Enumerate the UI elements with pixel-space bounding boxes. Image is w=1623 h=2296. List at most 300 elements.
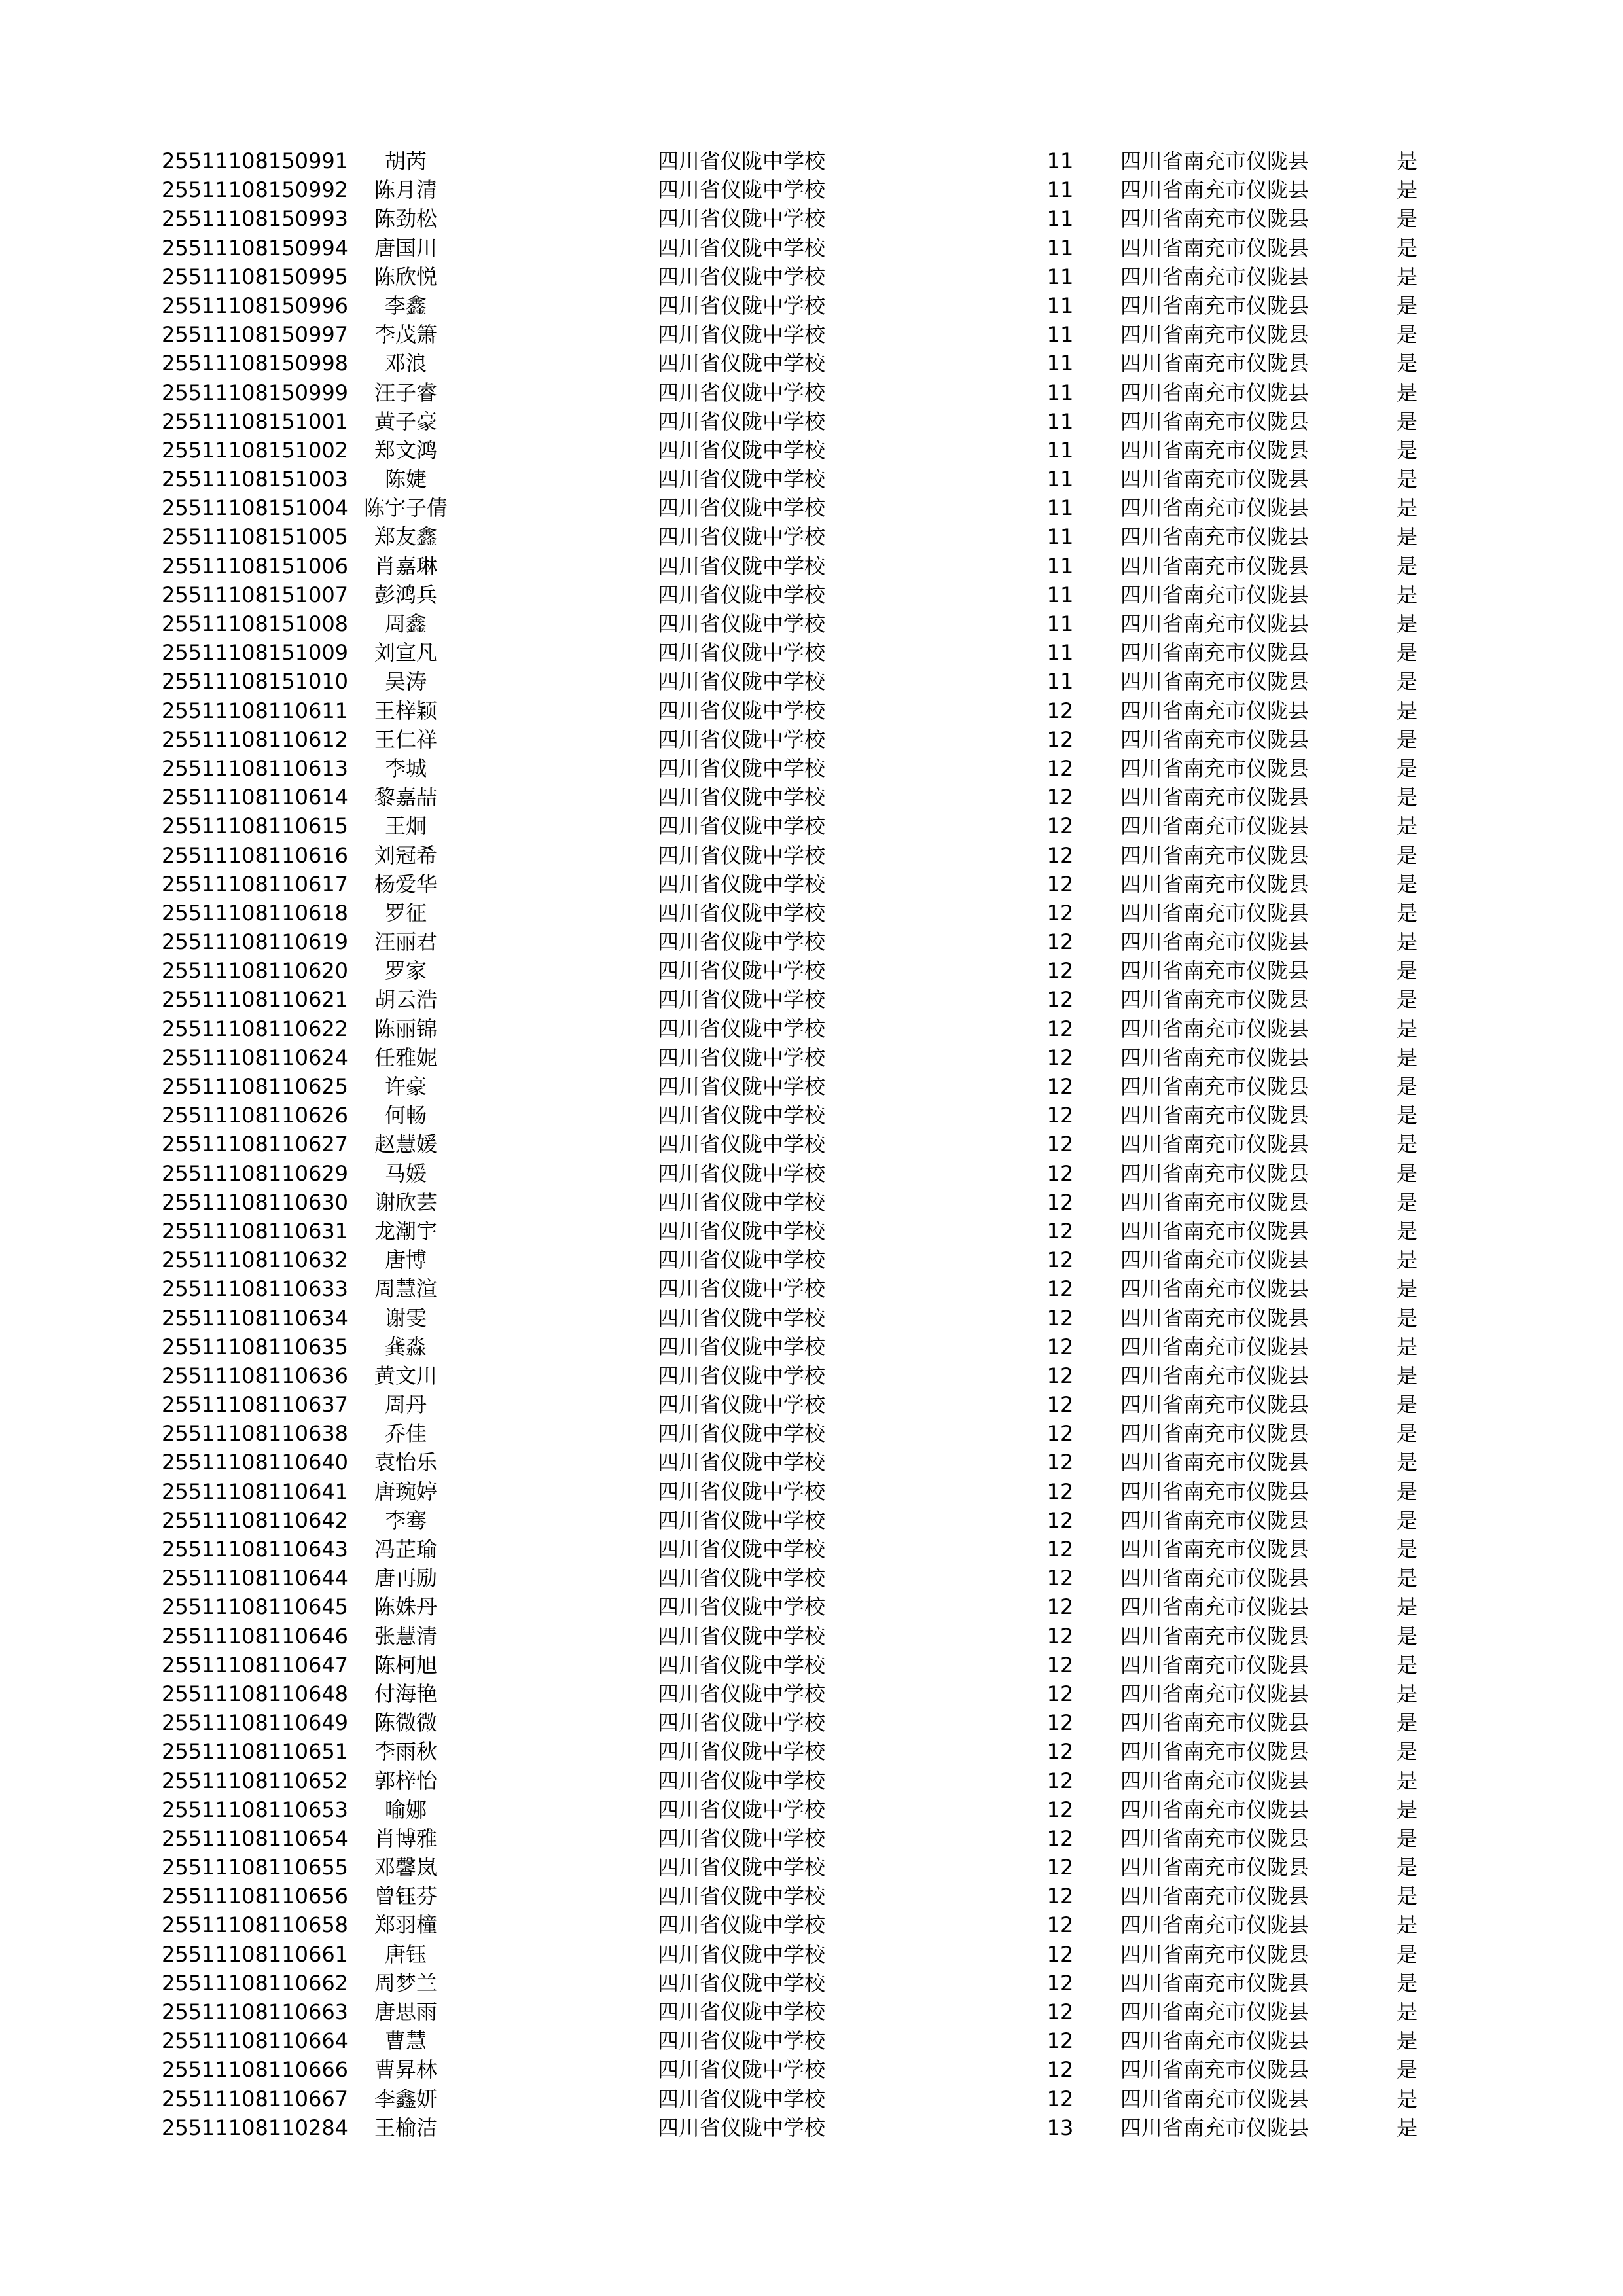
class-number-cell: 12 bbox=[1046, 958, 1074, 984]
student-id-cell: 25511108110649 bbox=[162, 1710, 349, 1736]
student-name-cell: 龚淼 bbox=[384, 1334, 427, 1359]
student-id-cell: 25511108151002 bbox=[162, 437, 349, 463]
student-name-cell: 刘冠希 bbox=[374, 842, 437, 868]
status-flag-cell: 是 bbox=[1396, 1681, 1418, 1706]
table-row bbox=[0, 291, 1623, 320]
region-cell: 四川省南充市仪陇县 bbox=[1120, 1247, 1310, 1273]
class-number-cell: 13 bbox=[1046, 2115, 1074, 2140]
status-flag-cell: 是 bbox=[1396, 235, 1418, 260]
region-cell: 四川省南充市仪陇县 bbox=[1120, 1855, 1310, 1880]
region-cell: 四川省南充市仪陇县 bbox=[1120, 322, 1310, 348]
status-flag-cell: 是 bbox=[1396, 814, 1418, 839]
student-name-cell: 邓馨岚 bbox=[374, 1855, 437, 1880]
student-name-cell: 李鑫 bbox=[384, 293, 427, 318]
student-name-cell: 任雅妮 bbox=[374, 1045, 437, 1070]
student-id-cell: 25511108150997 bbox=[162, 322, 349, 348]
student-id-cell: 25511108150999 bbox=[162, 380, 349, 405]
student-id-cell: 25511108151003 bbox=[162, 467, 349, 492]
status-flag-cell: 是 bbox=[1396, 900, 1418, 925]
table-row bbox=[0, 436, 1623, 465]
student-name-cell: 陈柯旭 bbox=[374, 1652, 437, 1677]
school-cell: 四川省仪陇中学校 bbox=[658, 495, 826, 521]
school-cell: 四川省仪陇中学校 bbox=[658, 322, 826, 348]
school-cell: 四川省仪陇中学校 bbox=[658, 1797, 826, 1822]
region-cell: 四川省南充市仪陇县 bbox=[1120, 1189, 1310, 1215]
status-flag-cell: 是 bbox=[1396, 1566, 1418, 1591]
table-row bbox=[0, 1274, 1623, 1303]
table-row bbox=[0, 1940, 1623, 1969]
table-row bbox=[0, 1767, 1623, 1795]
class-number-cell: 12 bbox=[1046, 1537, 1074, 1562]
student-id-cell: 25511108110641 bbox=[162, 1479, 349, 1504]
school-cell: 四川省仪陇中学校 bbox=[658, 1941, 826, 1967]
class-number-cell: 12 bbox=[1046, 785, 1074, 810]
student-id-cell: 25511108110635 bbox=[162, 1334, 349, 1359]
status-flag-cell: 是 bbox=[1396, 1392, 1418, 1418]
student-name-cell: 李城 bbox=[384, 755, 427, 781]
school-cell: 四川省仪陇中学校 bbox=[658, 900, 826, 925]
class-number-cell: 11 bbox=[1046, 669, 1074, 694]
school-cell: 四川省仪陇中学校 bbox=[658, 1103, 826, 1128]
table-row bbox=[0, 1969, 1623, 1998]
status-flag-cell: 是 bbox=[1396, 264, 1418, 289]
student-name-cell: 唐琬婷 bbox=[374, 1479, 437, 1504]
class-number-cell: 12 bbox=[1046, 2000, 1074, 2024]
school-cell: 四川省仪陇中学校 bbox=[658, 1074, 826, 1099]
status-flag-cell: 是 bbox=[1396, 871, 1418, 897]
student-name-cell: 曹慧 bbox=[384, 2028, 427, 2054]
student-id-cell: 25511108110620 bbox=[162, 958, 349, 984]
table-row bbox=[0, 609, 1623, 638]
student-id-cell: 25511108110662 bbox=[162, 1970, 349, 1996]
table-row bbox=[0, 1477, 1623, 1506]
table-row bbox=[0, 1014, 1623, 1043]
student-name-cell: 邓浪 bbox=[384, 351, 427, 376]
student-id-cell: 25511108150995 bbox=[162, 264, 349, 289]
table-row bbox=[0, 1072, 1623, 1101]
status-flag-cell: 是 bbox=[1396, 293, 1418, 318]
region-cell: 四川省南充市仪陇县 bbox=[1120, 900, 1310, 925]
class-number-cell: 12 bbox=[1046, 814, 1074, 839]
student-name-cell: 唐钰 bbox=[384, 1941, 427, 1967]
table-row bbox=[0, 1506, 1623, 1535]
table-row bbox=[0, 1101, 1623, 1130]
table-row bbox=[0, 175, 1623, 204]
table-row bbox=[0, 581, 1623, 609]
status-flag-cell: 是 bbox=[1396, 1276, 1418, 1302]
table-row bbox=[0, 1535, 1623, 1564]
table-row bbox=[0, 1390, 1623, 1419]
region-cell: 四川省南充市仪陇县 bbox=[1120, 1103, 1310, 1128]
region-cell: 四川省南充市仪陇县 bbox=[1120, 755, 1310, 781]
student-name-cell: 汪丽君 bbox=[374, 929, 437, 955]
table-row bbox=[0, 407, 1623, 436]
school-cell: 四川省仪陇中学校 bbox=[658, 1392, 826, 1418]
school-cell: 四川省仪陇中学校 bbox=[658, 149, 826, 173]
school-cell: 四川省仪陇中学校 bbox=[658, 987, 826, 1013]
region-cell: 四川省南充市仪陇县 bbox=[1120, 1045, 1310, 1070]
table-row bbox=[0, 1159, 1623, 1188]
student-id-cell: 25511108150998 bbox=[162, 351, 349, 376]
table-row bbox=[0, 1043, 1623, 1072]
student-name-cell: 陈月清 bbox=[374, 177, 437, 203]
region-cell: 四川省南充市仪陇县 bbox=[1120, 1566, 1310, 1591]
class-number-cell: 12 bbox=[1046, 1825, 1074, 1851]
table-row bbox=[0, 1564, 1623, 1592]
table-row bbox=[0, 696, 1623, 725]
table-row bbox=[0, 870, 1623, 899]
student-name-cell: 杨爱华 bbox=[374, 871, 437, 897]
region-cell: 四川省南充市仪陇县 bbox=[1120, 1218, 1310, 1244]
status-flag-cell: 是 bbox=[1396, 380, 1418, 405]
student-id-cell: 25511108110667 bbox=[162, 2086, 349, 2111]
student-id-cell: 25511108110651 bbox=[162, 1739, 349, 1765]
region-cell: 四川省南充市仪陇县 bbox=[1120, 1392, 1310, 1418]
table-row bbox=[0, 1882, 1623, 1910]
status-flag-cell: 是 bbox=[1396, 1970, 1418, 1996]
region-cell: 四川省南充市仪陇县 bbox=[1120, 408, 1310, 434]
school-cell: 四川省仪陇中学校 bbox=[658, 1537, 826, 1562]
student-id-cell: 25511108110664 bbox=[162, 2028, 349, 2054]
table-row bbox=[0, 899, 1623, 927]
student-name-cell: 郑羽橦 bbox=[374, 1912, 437, 1938]
region-cell: 四川省南充市仪陇县 bbox=[1120, 698, 1310, 723]
status-flag-cell: 是 bbox=[1396, 467, 1418, 492]
student-name-cell: 马媛 bbox=[384, 1160, 427, 1186]
school-cell: 四川省仪陇中学校 bbox=[658, 1566, 826, 1591]
table-row bbox=[0, 1592, 1623, 1621]
school-cell: 四川省仪陇中学校 bbox=[658, 1739, 826, 1765]
student-name-cell: 王仁祥 bbox=[374, 726, 437, 752]
region-cell: 四川省南充市仪陇县 bbox=[1120, 1594, 1310, 1620]
status-flag-cell: 是 bbox=[1396, 669, 1418, 694]
school-cell: 四川省仪陇中学校 bbox=[658, 582, 826, 607]
school-cell: 四川省仪陇中学校 bbox=[658, 755, 826, 781]
class-number-cell: 12 bbox=[1046, 698, 1074, 723]
student-name-cell: 喻娜 bbox=[384, 1797, 427, 1822]
class-number-cell: 12 bbox=[1046, 1276, 1074, 1302]
school-cell: 四川省仪陇中学校 bbox=[658, 611, 826, 636]
student-id-cell: 25511108110634 bbox=[162, 1305, 349, 1331]
school-cell: 四川省仪陇中学校 bbox=[658, 785, 826, 810]
status-flag-cell: 是 bbox=[1396, 1363, 1418, 1388]
region-cell: 四川省南充市仪陇县 bbox=[1120, 177, 1310, 203]
student-id-cell: 25511108110655 bbox=[162, 1855, 349, 1880]
school-cell: 四川省仪陇中学校 bbox=[658, 1276, 826, 1302]
school-cell: 四川省仪陇中学校 bbox=[658, 2000, 826, 2024]
status-flag-cell: 是 bbox=[1396, 987, 1418, 1013]
status-flag-cell: 是 bbox=[1396, 1537, 1418, 1562]
class-number-cell: 11 bbox=[1046, 264, 1074, 289]
region-cell: 四川省南充市仪陇县 bbox=[1120, 1305, 1310, 1331]
student-id-cell: 25511108110663 bbox=[162, 2000, 349, 2024]
status-flag-cell: 是 bbox=[1396, 958, 1418, 984]
class-number-cell: 12 bbox=[1046, 1941, 1074, 1967]
student-name-cell: 肖嘉琳 bbox=[374, 553, 437, 579]
student-roster-table bbox=[0, 147, 1623, 2142]
status-flag-cell: 是 bbox=[1396, 1710, 1418, 1736]
school-cell: 四川省仪陇中学校 bbox=[658, 1594, 826, 1620]
student-name-cell: 周鑫 bbox=[384, 611, 427, 636]
table-row bbox=[0, 1217, 1623, 1246]
student-name-cell: 袁怡乐 bbox=[374, 1450, 437, 1475]
school-cell: 四川省仪陇中学校 bbox=[658, 814, 826, 839]
class-number-cell: 12 bbox=[1046, 1566, 1074, 1591]
table-row bbox=[0, 1708, 1623, 1737]
student-id-cell: 25511108151008 bbox=[162, 611, 349, 636]
student-id-cell: 25511108151006 bbox=[162, 553, 349, 579]
student-name-cell: 唐再励 bbox=[374, 1566, 437, 1591]
student-id-cell: 25511108110612 bbox=[162, 726, 349, 752]
student-id-cell: 25511108110619 bbox=[162, 929, 349, 955]
student-id-cell: 25511108110648 bbox=[162, 1681, 349, 1706]
table-row bbox=[0, 1304, 1623, 1333]
class-number-cell: 11 bbox=[1046, 177, 1074, 203]
region-cell: 四川省南充市仪陇县 bbox=[1120, 582, 1310, 607]
status-flag-cell: 是 bbox=[1396, 1334, 1418, 1359]
region-cell: 四川省南充市仪陇县 bbox=[1120, 814, 1310, 839]
student-id-cell: 25511108110613 bbox=[162, 755, 349, 781]
school-cell: 四川省仪陇中学校 bbox=[658, 1652, 826, 1677]
school-cell: 四川省仪陇中学校 bbox=[658, 524, 826, 550]
table-row bbox=[0, 1188, 1623, 1217]
status-flag-cell: 是 bbox=[1396, 437, 1418, 463]
class-number-cell: 12 bbox=[1046, 1710, 1074, 1736]
class-number-cell: 11 bbox=[1046, 235, 1074, 260]
region-cell: 四川省南充市仪陇县 bbox=[1120, 987, 1310, 1013]
status-flag-cell: 是 bbox=[1396, 1739, 1418, 1765]
school-cell: 四川省仪陇中学校 bbox=[658, 1507, 826, 1533]
student-name-cell: 罗征 bbox=[384, 900, 427, 925]
region-cell: 四川省南充市仪陇县 bbox=[1120, 2086, 1310, 2111]
student-id-cell: 25511108110611 bbox=[162, 698, 349, 723]
table-row bbox=[0, 1246, 1623, 1274]
status-flag-cell: 是 bbox=[1396, 2115, 1418, 2140]
class-number-cell: 11 bbox=[1046, 582, 1074, 607]
student-name-cell: 唐国川 bbox=[374, 235, 437, 260]
status-flag-cell: 是 bbox=[1396, 2086, 1418, 2111]
school-cell: 四川省仪陇中学校 bbox=[658, 1855, 826, 1880]
table-row bbox=[0, 638, 1623, 667]
student-name-cell: 乔佳 bbox=[384, 1421, 427, 1446]
student-id-cell: 25511108110658 bbox=[162, 1912, 349, 1938]
school-cell: 四川省仪陇中学校 bbox=[658, 1970, 826, 1996]
student-id-cell: 25511108110630 bbox=[162, 1189, 349, 1215]
region-cell: 四川省南充市仪陇县 bbox=[1120, 235, 1310, 260]
student-id-cell: 25511108110637 bbox=[162, 1392, 349, 1418]
region-cell: 四川省南充市仪陇县 bbox=[1120, 1884, 1310, 1909]
student-name-cell: 陈微微 bbox=[374, 1710, 437, 1736]
student-id-cell: 25511108110638 bbox=[162, 1421, 349, 1446]
school-cell: 四川省仪陇中学校 bbox=[658, 1305, 826, 1331]
region-cell: 四川省南充市仪陇县 bbox=[1120, 726, 1310, 752]
class-number-cell: 11 bbox=[1046, 553, 1074, 579]
student-name-cell: 曾钰芬 bbox=[374, 1884, 437, 1909]
class-number-cell: 12 bbox=[1046, 1392, 1074, 1418]
school-cell: 四川省仪陇中学校 bbox=[658, 553, 826, 579]
status-flag-cell: 是 bbox=[1396, 842, 1418, 868]
status-flag-cell: 是 bbox=[1396, 1884, 1418, 1909]
region-cell: 四川省南充市仪陇县 bbox=[1120, 264, 1310, 289]
region-cell: 四川省南充市仪陇县 bbox=[1120, 2057, 1310, 2083]
school-cell: 四川省仪陇中学校 bbox=[658, 1681, 826, 1706]
class-number-cell: 12 bbox=[1046, 1884, 1074, 1909]
student-id-cell: 25511108151010 bbox=[162, 669, 349, 694]
region-cell: 四川省南充市仪陇县 bbox=[1120, 1652, 1310, 1677]
table-row bbox=[0, 783, 1623, 812]
region-cell: 四川省南充市仪陇县 bbox=[1120, 1825, 1310, 1851]
class-number-cell: 12 bbox=[1046, 1652, 1074, 1677]
region-cell: 四川省南充市仪陇县 bbox=[1120, 1363, 1310, 1388]
student-name-cell: 陈宇子倩 bbox=[363, 495, 448, 521]
table-row bbox=[0, 1448, 1623, 1477]
school-cell: 四川省仪陇中学校 bbox=[658, 1912, 826, 1938]
status-flag-cell: 是 bbox=[1396, 351, 1418, 376]
status-flag-cell: 是 bbox=[1396, 1855, 1418, 1880]
student-id-cell: 25511108110647 bbox=[162, 1652, 349, 1677]
student-id-cell: 25511108150992 bbox=[162, 177, 349, 203]
school-cell: 四川省仪陇中学校 bbox=[658, 408, 826, 434]
student-name-cell: 李茂箫 bbox=[374, 322, 437, 348]
class-number-cell: 11 bbox=[1046, 351, 1074, 376]
student-id-cell: 25511108151009 bbox=[162, 640, 349, 666]
student-name-cell: 黄子豪 bbox=[374, 408, 437, 434]
student-id-cell: 25511108151004 bbox=[162, 495, 349, 521]
region-cell: 四川省南充市仪陇县 bbox=[1120, 2000, 1310, 2024]
status-flag-cell: 是 bbox=[1396, 206, 1418, 232]
student-id-cell: 25511108110653 bbox=[162, 1797, 349, 1822]
student-name-cell: 汪子睿 bbox=[374, 380, 437, 405]
region-cell: 四川省南充市仪陇县 bbox=[1120, 380, 1310, 405]
school-cell: 四川省仪陇中学校 bbox=[658, 1016, 826, 1041]
region-cell: 四川省南充市仪陇县 bbox=[1120, 842, 1310, 868]
table-row bbox=[0, 2085, 1623, 2113]
class-number-cell: 12 bbox=[1046, 900, 1074, 925]
status-flag-cell: 是 bbox=[1396, 2028, 1418, 2054]
status-flag-cell: 是 bbox=[1396, 640, 1418, 666]
region-cell: 四川省南充市仪陇县 bbox=[1120, 149, 1310, 173]
student-id-cell: 25511108151007 bbox=[162, 582, 349, 607]
class-number-cell: 12 bbox=[1046, 2086, 1074, 2111]
table-row bbox=[0, 1419, 1623, 1448]
student-name-cell: 彭鸿兵 bbox=[374, 582, 437, 607]
table-row bbox=[0, 349, 1623, 378]
student-id-cell: 25511108110661 bbox=[162, 1941, 349, 1967]
class-number-cell: 12 bbox=[1046, 1912, 1074, 1938]
student-id-cell: 25511108110633 bbox=[162, 1276, 349, 1302]
school-cell: 四川省仪陇中学校 bbox=[658, 1132, 826, 1157]
table-row bbox=[0, 2026, 1623, 2055]
school-cell: 四川省仪陇中学校 bbox=[658, 293, 826, 318]
school-cell: 四川省仪陇中学校 bbox=[658, 726, 826, 752]
class-number-cell: 12 bbox=[1046, 1334, 1074, 1359]
table-row bbox=[0, 812, 1623, 840]
table-row bbox=[0, 667, 1623, 696]
student-name-cell: 王梓颖 bbox=[374, 698, 437, 723]
class-number-cell: 11 bbox=[1046, 437, 1074, 463]
class-number-cell: 11 bbox=[1046, 408, 1074, 434]
school-cell: 四川省仪陇中学校 bbox=[658, 1160, 826, 1186]
region-cell: 四川省南充市仪陇县 bbox=[1120, 1479, 1310, 1504]
class-number-cell: 12 bbox=[1046, 2057, 1074, 2083]
class-number-cell: 12 bbox=[1046, 1623, 1074, 1649]
school-cell: 四川省仪陇中学校 bbox=[658, 1768, 826, 1793]
student-id-cell: 25511108110622 bbox=[162, 1016, 349, 1041]
region-cell: 四川省南充市仪陇县 bbox=[1120, 1710, 1310, 1736]
status-flag-cell: 是 bbox=[1396, 495, 1418, 521]
region-cell: 四川省南充市仪陇县 bbox=[1120, 1276, 1310, 1302]
student-name-cell: 付海艳 bbox=[374, 1681, 437, 1706]
table-row bbox=[0, 927, 1623, 956]
region-cell: 四川省南充市仪陇县 bbox=[1120, 293, 1310, 318]
table-row bbox=[0, 725, 1623, 754]
school-cell: 四川省仪陇中学校 bbox=[658, 1334, 826, 1359]
status-flag-cell: 是 bbox=[1396, 1825, 1418, 1851]
student-id-cell: 25511108110646 bbox=[162, 1623, 349, 1649]
status-flag-cell: 是 bbox=[1396, 611, 1418, 636]
class-number-cell: 12 bbox=[1046, 1363, 1074, 1388]
region-cell: 四川省南充市仪陇县 bbox=[1120, 1160, 1310, 1186]
class-number-cell: 12 bbox=[1046, 842, 1074, 868]
status-flag-cell: 是 bbox=[1396, 929, 1418, 955]
class-number-cell: 12 bbox=[1046, 1045, 1074, 1070]
student-id-cell: 25511108150993 bbox=[162, 206, 349, 232]
student-id-cell: 25511108110627 bbox=[162, 1132, 349, 1157]
table-row bbox=[0, 956, 1623, 985]
school-cell: 四川省仪陇中学校 bbox=[658, 1218, 826, 1244]
class-number-cell: 11 bbox=[1046, 293, 1074, 318]
class-number-cell: 12 bbox=[1046, 1132, 1074, 1157]
table-row bbox=[0, 841, 1623, 870]
table-row bbox=[0, 1737, 1623, 1766]
region-cell: 四川省南充市仪陇县 bbox=[1120, 2115, 1310, 2140]
table-row bbox=[0, 2113, 1623, 2142]
student-id-cell: 25511108110616 bbox=[162, 842, 349, 868]
student-id-cell: 25511108110640 bbox=[162, 1450, 349, 1475]
class-number-cell: 11 bbox=[1046, 380, 1074, 405]
student-id-cell: 25511108110617 bbox=[162, 871, 349, 897]
region-cell: 四川省南充市仪陇县 bbox=[1120, 495, 1310, 521]
status-flag-cell: 是 bbox=[1396, 1074, 1418, 1099]
region-cell: 四川省南充市仪陇县 bbox=[1120, 640, 1310, 666]
status-flag-cell: 是 bbox=[1396, 1623, 1418, 1649]
status-flag-cell: 是 bbox=[1396, 1218, 1418, 1244]
student-id-cell: 25511108110618 bbox=[162, 900, 349, 925]
class-number-cell: 12 bbox=[1046, 1074, 1074, 1099]
status-flag-cell: 是 bbox=[1396, 1652, 1418, 1677]
status-flag-cell: 是 bbox=[1396, 177, 1418, 203]
student-name-cell: 许豪 bbox=[384, 1074, 427, 1099]
student-name-cell: 郭梓怡 bbox=[374, 1768, 437, 1793]
region-cell: 四川省南充市仪陇县 bbox=[1120, 1970, 1310, 1996]
class-number-cell: 12 bbox=[1046, 1103, 1074, 1128]
student-id-cell: 25511108110284 bbox=[162, 2115, 349, 2140]
class-number-cell: 11 bbox=[1046, 149, 1074, 173]
student-id-cell: 25511108110654 bbox=[162, 1825, 349, 1851]
student-name-cell: 陈欣悦 bbox=[374, 264, 437, 289]
school-cell: 四川省仪陇中学校 bbox=[658, 1884, 826, 1909]
table-row bbox=[0, 1130, 1623, 1158]
status-flag-cell: 是 bbox=[1396, 149, 1418, 173]
student-id-cell: 25511108110652 bbox=[162, 1768, 349, 1793]
status-flag-cell: 是 bbox=[1396, 322, 1418, 348]
table-row bbox=[0, 262, 1623, 291]
class-number-cell: 12 bbox=[1046, 755, 1074, 781]
status-flag-cell: 是 bbox=[1396, 1421, 1418, 1446]
region-cell: 四川省南充市仪陇县 bbox=[1120, 1623, 1310, 1649]
student-id-cell: 25511108151001 bbox=[162, 408, 349, 434]
class-number-cell: 12 bbox=[1046, 726, 1074, 752]
